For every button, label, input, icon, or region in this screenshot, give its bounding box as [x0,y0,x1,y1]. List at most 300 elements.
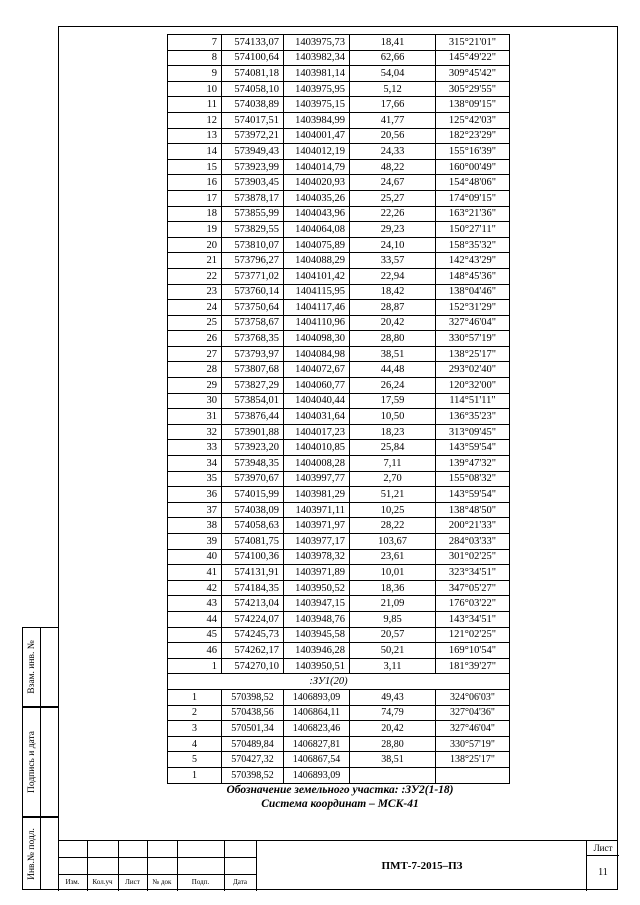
distance-cell: 25,27 [350,190,436,206]
side-block-signature [22,707,58,817]
bearing-cell: 138°04'46" [436,284,510,300]
point-number-cell: 29 [168,378,222,394]
x-coordinate-cell: 573948,35 [222,456,284,472]
bearing-cell: 330°57'19" [436,736,510,752]
y-coordinate-cell: 1406823,46 [284,721,350,737]
y-coordinate-cell: 1403948,76 [284,611,350,627]
distance-cell: 10,01 [350,565,436,581]
table-row [168,705,510,721]
y-coordinate-cell: 1403975,73 [284,35,350,51]
y-coordinate-cell: 1403977,17 [284,534,350,550]
distance-cell: 18,23 [350,424,436,440]
distance-cell: 38,51 [350,346,436,362]
side-block-replacement [22,627,58,707]
table-row [168,300,510,316]
point-number-cell: 12 [168,112,222,128]
distance-cell [350,767,436,783]
y-coordinate-cell: 1406893,09 [284,767,350,783]
y-coordinate-cell: 1404031,64 [284,409,350,425]
y-coordinate-cell: 1403982,34 [284,50,350,66]
point-number-cell: 39 [168,534,222,550]
distance-cell: 74,79 [350,705,436,721]
table-row [168,643,510,659]
point-number-cell: 4 [168,736,222,752]
point-number-cell: 1 [168,658,222,674]
y-coordinate-cell: 1404014,79 [284,159,350,175]
point-number-cell: 13 [168,128,222,144]
y-coordinate-cell: 1403984,99 [284,112,350,128]
distance-cell: 9,85 [350,611,436,627]
point-number-cell: 45 [168,627,222,643]
x-coordinate-cell: 570427,32 [222,752,284,768]
stamp-header-signature: Подп. [191,878,210,886]
point-number-cell: 31 [168,409,222,425]
bearing-cell: 114°51'11" [436,393,510,409]
y-coordinate-cell: 1404008,28 [284,456,350,472]
distance-cell: 29,23 [350,222,436,238]
table-row [168,596,510,612]
bearing-cell: 324°06'03" [436,689,510,705]
bearing-cell: 143°59'54" [436,440,510,456]
sheet-box [586,841,619,891]
point-number-cell: 18 [168,206,222,222]
bearing-cell: 138°25'17" [436,752,510,768]
y-coordinate-cell: 1403975,15 [284,97,350,113]
distance-cell: 20,42 [350,721,436,737]
land-plot-designation: Обозначение земельного участка: :ЗУ2(1-18) [226,784,454,796]
distance-cell: 28,22 [350,518,436,534]
table-row [168,237,510,253]
distance-cell: 17,59 [350,393,436,409]
y-coordinate-cell: 1404017,23 [284,424,350,440]
distance-cell: 62,66 [350,50,436,66]
bearing-cell: 121°02'25" [436,627,510,643]
point-number-cell: 26 [168,331,222,347]
x-coordinate-cell: 573760,14 [222,284,284,300]
x-coordinate-cell: 573854,01 [222,393,284,409]
point-number-cell: 14 [168,144,222,160]
distance-cell: 51,21 [350,487,436,503]
point-number-cell: 8 [168,50,222,66]
distance-cell: 20,56 [350,128,436,144]
table-row [168,627,510,643]
distance-cell: 28,80 [350,736,436,752]
x-coordinate-cell: 574015,99 [222,487,284,503]
point-number-cell: 5 [168,752,222,768]
y-coordinate-cell: 1406864,11 [284,705,350,721]
distance-cell: 18,36 [350,580,436,596]
table-row [168,190,510,206]
bearing-cell: 125°42'03" [436,112,510,128]
bearing-cell: 163°21'36" [436,206,510,222]
y-coordinate-cell: 1403946,28 [284,643,350,659]
x-coordinate-cell: 573771,02 [222,268,284,284]
table-row [168,253,510,269]
distance-cell: 48,22 [350,159,436,175]
bearing-cell: 139°47'32" [436,456,510,472]
table-row [168,159,510,175]
table-row [168,611,510,627]
x-coordinate-cell: 574262,17 [222,643,284,659]
y-coordinate-cell: 1404060,77 [284,378,350,394]
x-coordinate-cell: 573810,07 [222,237,284,253]
point-number-cell: 17 [168,190,222,206]
distance-cell: 5,12 [350,81,436,97]
table-row [168,502,510,518]
x-coordinate-cell: 570398,52 [222,767,284,783]
distance-cell: 54,04 [350,66,436,82]
bearing-cell: 323°34'51" [436,565,510,581]
bearing-cell: 158°35'32" [436,237,510,253]
document-code: ПМТ-7-2015–ПЗ [256,841,587,891]
bearing-cell: 327°04'36" [436,705,510,721]
bearing-cell: 347°05'27" [436,580,510,596]
table-row [168,175,510,191]
table-row [168,471,510,487]
distance-cell: 21,09 [350,596,436,612]
y-coordinate-cell: 1403945,58 [284,627,350,643]
y-coordinate-cell: 1404020,93 [284,175,350,191]
bearing-cell: 154°48'06" [436,175,510,191]
y-coordinate-cell: 1403947,15 [284,596,350,612]
bearing-cell: 136°35'23" [436,409,510,425]
x-coordinate-cell: 574100,36 [222,549,284,565]
table-row [168,518,510,534]
distance-cell: 22,26 [350,206,436,222]
x-coordinate-cell: 570398,52 [222,689,284,705]
x-coordinate-cell: 574131,91 [222,565,284,581]
table-row [168,736,510,752]
bearing-cell: 143°59'54" [436,487,510,503]
x-coordinate-cell: 573796,27 [222,253,284,269]
point-number-cell: 23 [168,284,222,300]
distance-cell: 17,66 [350,97,436,113]
bearing-cell: 176°03'22" [436,596,510,612]
bearing-cell: 301°02'25" [436,549,510,565]
point-number-cell: 21 [168,253,222,269]
table-row [168,144,510,160]
y-coordinate-cell: 1403971,11 [284,502,350,518]
x-coordinate-cell: 574100,64 [222,50,284,66]
distance-cell: 41,77 [350,112,436,128]
y-coordinate-cell: 1404035,26 [284,190,350,206]
distance-cell: 28,80 [350,331,436,347]
y-coordinate-cell: 1403971,89 [284,565,350,581]
point-number-cell: 1 [168,767,222,783]
x-coordinate-cell: 573793,97 [222,346,284,362]
x-coordinate-cell: 573758,67 [222,315,284,331]
y-coordinate-cell: 1404040,44 [284,393,350,409]
table-row [168,767,510,783]
bearing-cell: 327°46'04" [436,315,510,331]
bearing-cell: 330°57'19" [436,331,510,347]
x-coordinate-cell: 573901,88 [222,424,284,440]
title-block [58,840,618,890]
point-number-cell: 25 [168,315,222,331]
y-coordinate-cell: 1403981,14 [284,66,350,82]
point-number-cell: 20 [168,237,222,253]
bearing-cell: 174°09'15" [436,190,510,206]
bearing-cell: 181°39'27" [436,658,510,674]
distance-cell: 28,87 [350,300,436,316]
table-row [168,424,510,440]
table-row [168,81,510,97]
bearing-cell: 138°25'17" [436,346,510,362]
table-row [168,284,510,300]
table-row [168,689,510,705]
point-number-cell: 11 [168,97,222,113]
table-row [168,549,510,565]
bearing-cell: 138°48'50" [436,502,510,518]
x-coordinate-cell: 574213,04 [222,596,284,612]
y-coordinate-cell: 1404043,96 [284,206,350,222]
distance-cell: 38,51 [350,752,436,768]
distance-cell: 2,70 [350,471,436,487]
coordinates-table [167,34,510,784]
y-coordinate-cell: 1403975,95 [284,81,350,97]
distance-cell: 26,24 [350,378,436,394]
y-coordinate-cell: 1404098,30 [284,331,350,347]
x-coordinate-cell: 574081,18 [222,66,284,82]
x-coordinate-cell: 574058,10 [222,81,284,97]
point-number-cell: 3 [168,721,222,737]
side-label-replacement: Взам. инв. № [26,640,37,694]
coordinates-table-body [168,35,510,784]
x-coordinate-cell: 574038,09 [222,502,284,518]
stamp-header-doc: № док [152,878,172,886]
x-coordinate-cell: 573855,99 [222,206,284,222]
sheet-number: 11 [598,867,608,878]
distance-cell: 20,42 [350,315,436,331]
table-row [168,222,510,238]
x-coordinate-cell: 574081,75 [222,534,284,550]
x-coordinate-cell: 574184,35 [222,580,284,596]
point-number-cell: 19 [168,222,222,238]
x-coordinate-cell: 574133,07 [222,35,284,51]
table-row [168,487,510,503]
point-number-cell: 1 [168,689,222,705]
bearing-cell: 150°27'11" [436,222,510,238]
table-row [168,409,510,425]
distance-cell: 22,94 [350,268,436,284]
bearing-cell: 152°31'29" [436,300,510,316]
distance-cell: 20,57 [350,627,436,643]
section-title: :ЗУ1(20) [222,674,436,690]
bearing-cell: 182°23'29" [436,128,510,144]
distance-cell: 24,67 [350,175,436,191]
point-number-cell: 35 [168,471,222,487]
distance-cell: 50,21 [350,643,436,659]
y-coordinate-cell: 1406827,81 [284,736,350,752]
coordinate-system: Система координат – МСК-41 [261,798,419,810]
y-coordinate-cell: 1404075,89 [284,237,350,253]
distance-cell: 49,43 [350,689,436,705]
title-block-cells [58,841,256,891]
x-coordinate-cell: 573829,55 [222,222,284,238]
point-number-cell: 33 [168,440,222,456]
y-coordinate-cell: 1404115,95 [284,284,350,300]
x-coordinate-cell: 574270,10 [222,658,284,674]
y-coordinate-cell: 1406867,54 [284,752,350,768]
bearing-cell: 313°09'45" [436,424,510,440]
point-number-cell: 28 [168,362,222,378]
bearing-cell [436,767,510,783]
x-coordinate-cell: 574224,07 [222,611,284,627]
y-coordinate-cell: 1406893,09 [284,689,350,705]
table-row [168,565,510,581]
x-coordinate-cell: 570438,56 [222,705,284,721]
bearing-cell: 327°46'04" [436,721,510,737]
y-coordinate-cell: 1403971,97 [284,518,350,534]
y-coordinate-cell: 1404088,29 [284,253,350,269]
bearing-cell: 293°02'40" [436,362,510,378]
table-row [168,346,510,362]
stamp-header-count: Кол.уч [92,878,113,886]
table-row [168,128,510,144]
point-number-cell: 34 [168,456,222,472]
x-coordinate-cell: 573768,35 [222,331,284,347]
y-coordinate-cell: 1403997,77 [284,471,350,487]
distance-cell: 3,11 [350,658,436,674]
y-coordinate-cell: 1404084,98 [284,346,350,362]
point-number-cell: 43 [168,596,222,612]
x-coordinate-cell: 573923,20 [222,440,284,456]
table-row [168,721,510,737]
y-coordinate-cell: 1404064,08 [284,222,350,238]
point-number-cell: 2 [168,705,222,721]
y-coordinate-cell: 1404110,96 [284,315,350,331]
point-number-cell: 27 [168,346,222,362]
side-label-signature: Подпись и дата [26,730,37,794]
bearing-cell: 143°34'51" [436,611,510,627]
distance-cell: 10,25 [350,502,436,518]
x-coordinate-cell: 570501,34 [222,721,284,737]
point-number-cell: 41 [168,565,222,581]
table-row [168,112,510,128]
x-coordinate-cell: 573878,17 [222,190,284,206]
table-row [168,580,510,596]
point-number-cell: 24 [168,300,222,316]
point-number-cell: 7 [168,35,222,51]
distance-cell: 25,84 [350,440,436,456]
distance-cell: 10,50 [350,409,436,425]
point-number-cell: 38 [168,518,222,534]
y-coordinate-cell: 1403950,51 [284,658,350,674]
bearing-cell: 309°45'42" [436,66,510,82]
point-number-cell: 46 [168,643,222,659]
bearing-cell: 284°03'33" [436,534,510,550]
y-coordinate-cell: 1404072,67 [284,362,350,378]
table-row [168,378,510,394]
distance-cell: 18,41 [350,35,436,51]
distance-cell: 24,33 [350,144,436,160]
x-coordinate-cell: 573827,29 [222,378,284,394]
table-row [168,440,510,456]
x-coordinate-cell: 573972,21 [222,128,284,144]
point-number-cell: 15 [168,159,222,175]
x-coordinate-cell: 570489,84 [222,736,284,752]
table-row [168,315,510,331]
y-coordinate-cell: 1403981,29 [284,487,350,503]
x-coordinate-cell: 573750,64 [222,300,284,316]
bearing-cell: 155°16'39" [436,144,510,160]
side-block-inventory [22,817,58,890]
bearing-cell: 120°32'00" [436,378,510,394]
bearing-cell: 142°43'29" [436,253,510,269]
x-coordinate-cell: 573970,67 [222,471,284,487]
bearing-cell: 145°49'22" [436,50,510,66]
point-number-cell: 22 [168,268,222,284]
bearing-cell: 160°00'49" [436,159,510,175]
table-row [168,268,510,284]
point-number-cell: 9 [168,66,222,82]
stamp-header-sheet: Лист [125,878,140,886]
section-header-row [168,674,510,690]
table-row [168,66,510,82]
y-coordinate-cell: 1404101,42 [284,268,350,284]
table-row [168,331,510,347]
point-number-cell: 44 [168,611,222,627]
table-row [168,393,510,409]
x-coordinate-cell: 574038,89 [222,97,284,113]
bearing-cell: 148°45'36" [436,268,510,284]
x-coordinate-cell: 574058,63 [222,518,284,534]
bearing-cell: 169°10'54" [436,643,510,659]
x-coordinate-cell: 573949,43 [222,144,284,160]
x-coordinate-cell: 573903,45 [222,175,284,191]
table-row [168,752,510,768]
distance-cell: 103,67 [350,534,436,550]
x-coordinate-cell: 573876,44 [222,409,284,425]
stamp-header-date: Дата [233,878,247,886]
distance-cell: 23,61 [350,549,436,565]
bearing-cell: 155°08'32" [436,471,510,487]
y-coordinate-cell: 1404012,19 [284,144,350,160]
y-coordinate-cell: 1404010,85 [284,440,350,456]
table-row [168,362,510,378]
bearing-cell: 138°09'15" [436,97,510,113]
table-row [168,456,510,472]
side-label-inventory: Инв.№ подл. [26,827,37,880]
distance-cell: 33,57 [350,253,436,269]
distance-cell: 18,42 [350,284,436,300]
table-row [168,534,510,550]
point-number-cell: 40 [168,549,222,565]
x-coordinate-cell: 573807,68 [222,362,284,378]
point-number-cell: 30 [168,393,222,409]
y-coordinate-cell: 1404117,46 [284,300,350,316]
stamp-header-change: Изм. [65,878,80,886]
x-coordinate-cell: 574017,51 [222,112,284,128]
y-coordinate-cell: 1403978,32 [284,549,350,565]
point-number-cell: 42 [168,580,222,596]
point-number-cell: 37 [168,502,222,518]
table-row [168,50,510,66]
point-number-cell: 36 [168,487,222,503]
table-row [168,97,510,113]
sheet-label: Лист [587,841,619,856]
point-number-cell: 16 [168,175,222,191]
point-number-cell: 10 [168,81,222,97]
table-row [168,35,510,51]
y-coordinate-cell: 1403950,52 [284,580,350,596]
y-coordinate-cell: 1404001,47 [284,128,350,144]
bearing-cell: 200°21'33" [436,518,510,534]
table-row [168,206,510,222]
distance-cell: 24,10 [350,237,436,253]
x-coordinate-cell: 573923,99 [222,159,284,175]
bearing-cell: 315°21'01" [436,35,510,51]
